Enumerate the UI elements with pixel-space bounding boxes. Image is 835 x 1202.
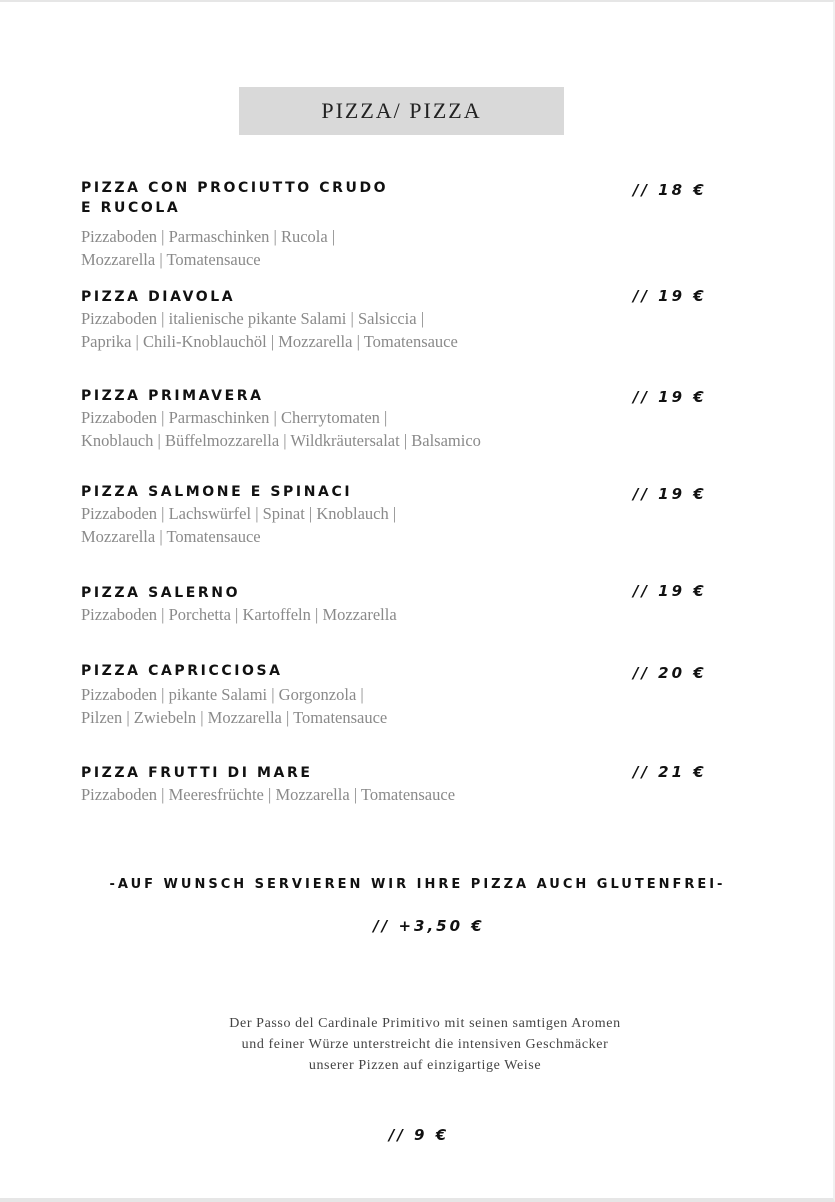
item-name: PIZZA CAPRICCIOSA [81,663,283,679]
item-name: PIZZA SALMONE E SPINACI [81,484,353,500]
item-price: // 19 € [633,485,707,503]
menu-item [81,386,721,452]
menu-title: PIZZA/ PIZZA [321,98,482,123]
wine-pairing-text: Der Passo del Cardinale Primitivo mit seinen samtigen Aromen und feiner Würze unterstreicht die intensiven Geschmäcker unserer Pizzen auf einzigartige Weise [229,1016,621,1073]
menu-title-box [239,87,564,135]
item-price: // 18 € [633,181,707,199]
item-price: // 19 € [633,388,707,406]
wine-price: // 9 € [388,1126,450,1144]
item-price: // 19 € [633,287,707,305]
menu-item [81,763,721,806]
item-description: Pizzaboden | Meeresfrüchte | Mozzarella | Tomatensauce [81,785,456,804]
item-name: PIZZA CON PROCIUTTO CRUDO E RUCOLA [81,180,389,216]
item-name: PIZZA FRUTTI DI MARE [81,765,313,781]
glutenfree-surcharge: // +3,50 € [373,917,485,935]
menu-item [81,661,721,729]
item-price: // 21 € [633,763,707,781]
item-name: PIZZA PRIMAVERA [81,388,264,404]
glutenfree-note: -AUF WUNSCH SERVIEREN WIR IHRE PIZZA AUCH GLUTENFREI- [109,877,726,892]
menu-item [81,583,721,626]
item-description: Pizzaboden | italienische pikante Salami | Salsiccia | Paprika | Chili-Knoblauchöl | Mozzarella | Tomatensauce [81,309,458,351]
menu-item [81,178,721,271]
item-price: // 19 € [633,582,707,600]
item-name: PIZZA SALERNO [81,585,241,601]
item-description: Pizzaboden | pikante Salami | Gorgonzola | Pilzen | Zwiebeln | Mozzarella | Tomatensauce [81,685,388,727]
item-description: Pizzaboden | Parmaschinken | Rucola | Mozzarella | Tomatensauce [81,227,336,269]
menu-item [81,482,721,548]
menu-item [81,287,721,353]
item-price: // 20 € [633,664,707,682]
item-description: Pizzaboden | Parmaschinken | Cherrytomaten | Knoblauch | Büffelmozzarella | Wildkräutersalat | Balsamico [81,408,481,450]
item-description: Pizzaboden | Porchetta | Kartoffeln | Mozzarella [81,605,397,624]
item-description: Pizzaboden | Lachswürfel | Spinat | Knoblauch | Mozzarella | Tomatensauce [81,504,397,546]
item-name: PIZZA DIAVOLA [81,289,236,305]
